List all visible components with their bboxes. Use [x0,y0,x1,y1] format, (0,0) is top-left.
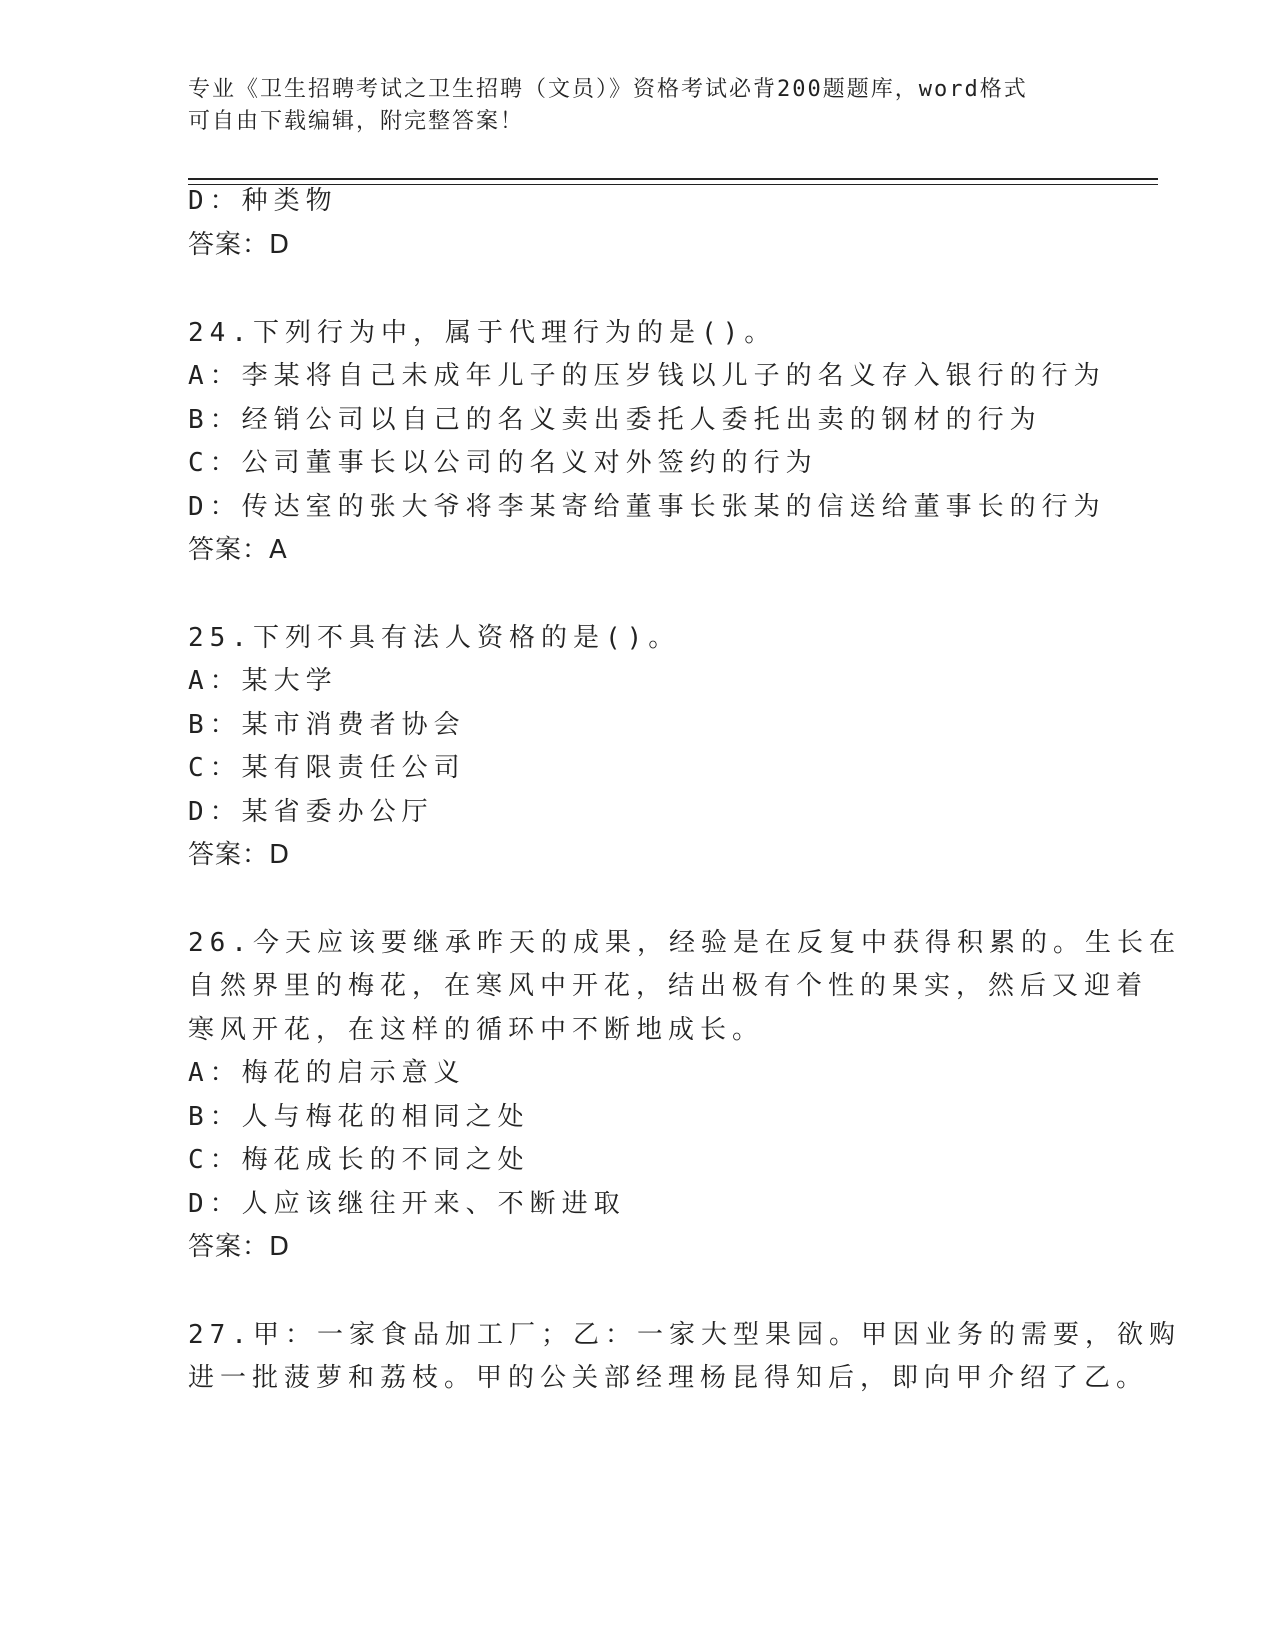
q26-stem-line-2: 自然界里的梅花，在寒风中开花，结出极有个性的果实，然后又迎着 [188,971,1149,1001]
q25-option-b: B：某市消费者协会 [188,710,466,740]
q24-option-c: C：公司董事长以公司的名义对外签约的行为 [188,448,818,478]
q25-option-c: C：某有限责任公司 [188,753,466,783]
q26-option-a: A：梅花的启示意义 [188,1058,466,1088]
header-title-line-2: 可自由下载编辑，附完整答案！ [188,109,525,134]
q24-option-d: D：传达室的张大爷将李某寄给董事长张某的信送给董事长的行为 [188,492,1106,522]
header-divider-thick [188,178,1158,180]
q26-option-b: B：人与梅花的相同之处 [188,1102,530,1132]
document-header [188,74,1088,138]
q24-stem: 24.下列行为中，属于代理行为的是()。 [188,318,777,348]
q25-stem: 25.下列不具有法人资格的是()。 [188,623,681,653]
q26-stem-line-1: 26.今天应该要继承昨天的成果，经验是在反复中获得积累的。生长在 [188,928,1181,958]
q25-answer: 答案：D [188,840,291,870]
q24-answer: 答案：A [188,535,288,565]
q25-option-a: A：某大学 [188,666,338,696]
q23-option-d: D：种类物 [188,186,338,216]
q24-option-b: B：经销公司以自己的名义卖出委托人委托出卖的钢材的行为 [188,405,1042,435]
q26-stem-line-3: 寒风开花，在这样的循环中不断地成长。 [188,1015,765,1045]
q26-answer: 答案：D [188,1232,291,1262]
q26-option-c: C：梅花成长的不同之处 [188,1145,530,1175]
header-title-line-1: 专业《卫生招聘考试之卫生招聘（文员）》资格考试必背200题题库，word格式 [188,77,1028,102]
q27-stem-line-1: 27.甲：一家食品加工厂；乙：一家大型果园。甲因业务的需要，欲购 [188,1320,1181,1350]
q25-option-d: D：某省委办公厅 [188,797,434,827]
q24-option-a: A：李某将自己未成年儿子的压岁钱以儿子的名义存入银行的行为 [188,361,1106,391]
q23-answer: 答案：D [188,230,291,260]
q26-option-d: D：人应该继往开来、不断进取 [188,1189,626,1219]
q27-stem-line-2: 进一批菠萝和荔枝。甲的公关部经理杨昆得知后，即向甲介绍了乙。 [188,1363,1149,1393]
